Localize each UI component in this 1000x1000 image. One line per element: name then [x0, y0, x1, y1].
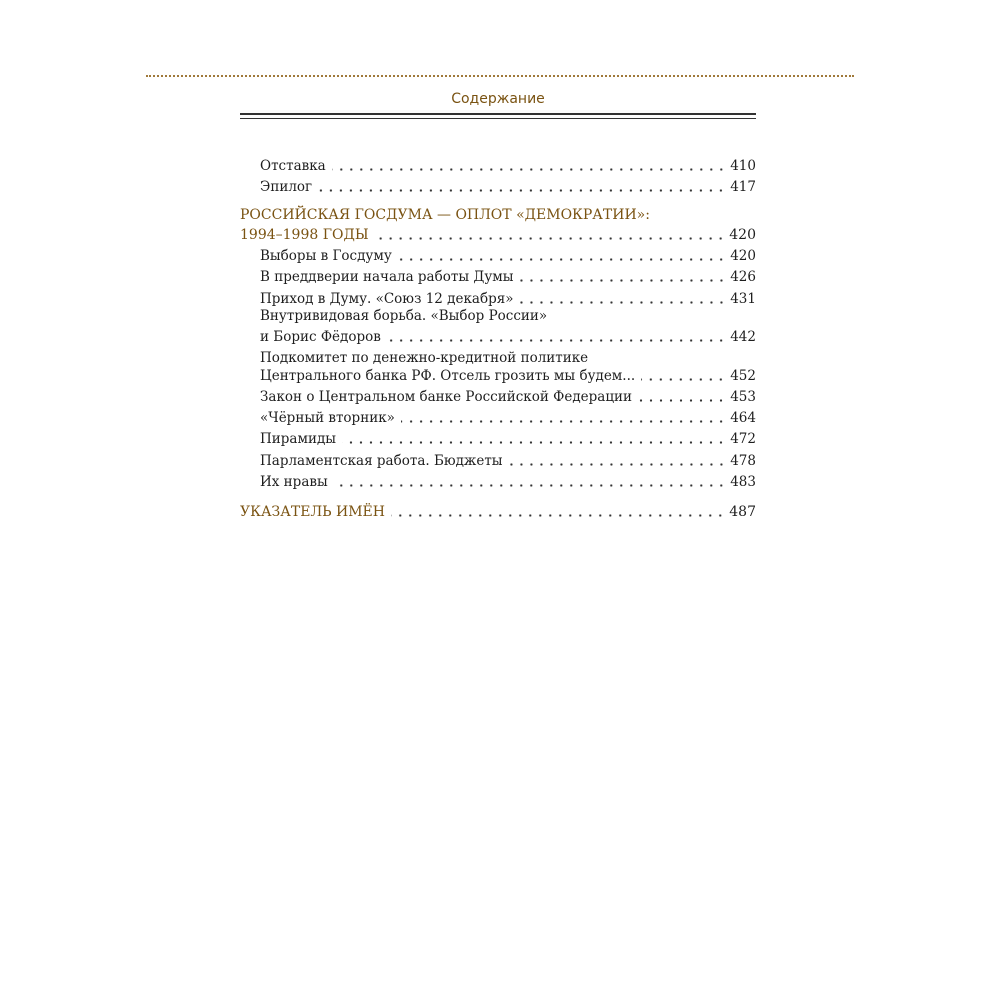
- toc-entry-title: Закон о Центральном банке Российской Федерации: [260, 389, 632, 405]
- toc-entry-page: 472: [730, 431, 756, 447]
- toc-entry-page: 426: [730, 269, 756, 285]
- toc-entry[interactable]: [240, 387, 756, 407]
- toc-entry-title: и Борис Фёдоров: [260, 329, 381, 345]
- header-double-rule: [240, 113, 756, 119]
- toc-entry-title: Выборы в Госдуму: [260, 248, 392, 264]
- toc-entry-title: Парламентская работа. Бюджеты: [260, 453, 503, 469]
- dot-leader: [342, 441, 726, 444]
- toc-chapter-title: РОССИЙСКАЯ ГОСДУМА — ОПЛОТ «ДЕМОКРАТИИ»:: [240, 207, 650, 223]
- toc-entry[interactable]: [240, 267, 756, 287]
- toc-entry-page: 464: [730, 410, 756, 426]
- toc-entry[interactable]: [240, 366, 756, 386]
- toc-entry-title: Пирамиды: [260, 431, 337, 447]
- toc-entry-page: 420: [730, 248, 756, 264]
- toc-chapter[interactable]: [240, 225, 756, 245]
- dot-leader: [401, 420, 726, 423]
- toc-entry-title: Отставка: [260, 158, 326, 174]
- toc-entry-page: 442: [730, 329, 756, 345]
- toc-entry[interactable]: [240, 246, 756, 266]
- dot-leader: [638, 399, 726, 402]
- toc-entry-title: Их нравы: [260, 474, 328, 490]
- dotted-top-rule: [146, 75, 854, 77]
- toc-chapter[interactable]: [240, 502, 756, 522]
- toc-entry-page: 453: [730, 389, 756, 405]
- dot-leader: [318, 189, 726, 192]
- dot-leader: [520, 301, 726, 304]
- toc-entry-line[interactable]: [240, 348, 756, 368]
- toc-chapter-title: 1994–1998 ГОДЫ: [240, 227, 369, 243]
- dot-leader: [332, 168, 726, 171]
- toc-entry[interactable]: [240, 429, 756, 449]
- toc-chapter-heading-line[interactable]: [240, 205, 756, 225]
- toc-entry[interactable]: [240, 327, 756, 347]
- toc-entry[interactable]: [240, 156, 756, 176]
- toc-entry-page: 417: [730, 179, 756, 195]
- toc-entry-page: 410: [730, 158, 756, 174]
- toc-entry-title: Подкомитет по денежно-кредитной политике: [260, 350, 589, 366]
- dot-leader: [641, 378, 726, 381]
- dot-leader: [334, 484, 726, 487]
- toc-chapter-title: УКАЗАТЕЛЬ ИМЁН: [240, 504, 385, 520]
- toc-entry-page: 483: [730, 474, 756, 490]
- toc-entry-line[interactable]: [240, 306, 756, 326]
- dot-leader: [375, 237, 726, 240]
- dot-leader: [387, 339, 726, 342]
- toc-entry-page: 478: [730, 453, 756, 469]
- toc-entry-title: В преддверии начала работы Думы: [260, 269, 514, 285]
- toc-entry-page: 420: [729, 227, 756, 243]
- dot-leader: [391, 514, 725, 517]
- dot-leader: [509, 463, 726, 466]
- toc-entry-title: Эпилог: [260, 179, 313, 195]
- toc-entry-title: «Чёрный вторник»: [260, 410, 395, 426]
- toc-entry-title: Приход в Думу. «Союз 12 декабря»: [260, 291, 514, 307]
- toc-entry[interactable]: [240, 472, 756, 492]
- toc-entry-page: 487: [729, 504, 756, 520]
- toc-entry[interactable]: [240, 408, 756, 428]
- dot-leader: [398, 258, 726, 261]
- toc-entry[interactable]: [240, 177, 756, 197]
- toc-entry-title: Центрального банка РФ. Отсель грозить мы будем...: [260, 368, 636, 384]
- dot-leader: [520, 279, 726, 282]
- toc-entry[interactable]: [240, 451, 756, 471]
- toc-entry-page: 431: [730, 291, 756, 307]
- toc-entry-page: 452: [730, 368, 756, 384]
- toc-entry-title: Внутривидовая борьба. «Выбор России»: [260, 308, 548, 324]
- running-header-title: Содержание: [451, 91, 545, 107]
